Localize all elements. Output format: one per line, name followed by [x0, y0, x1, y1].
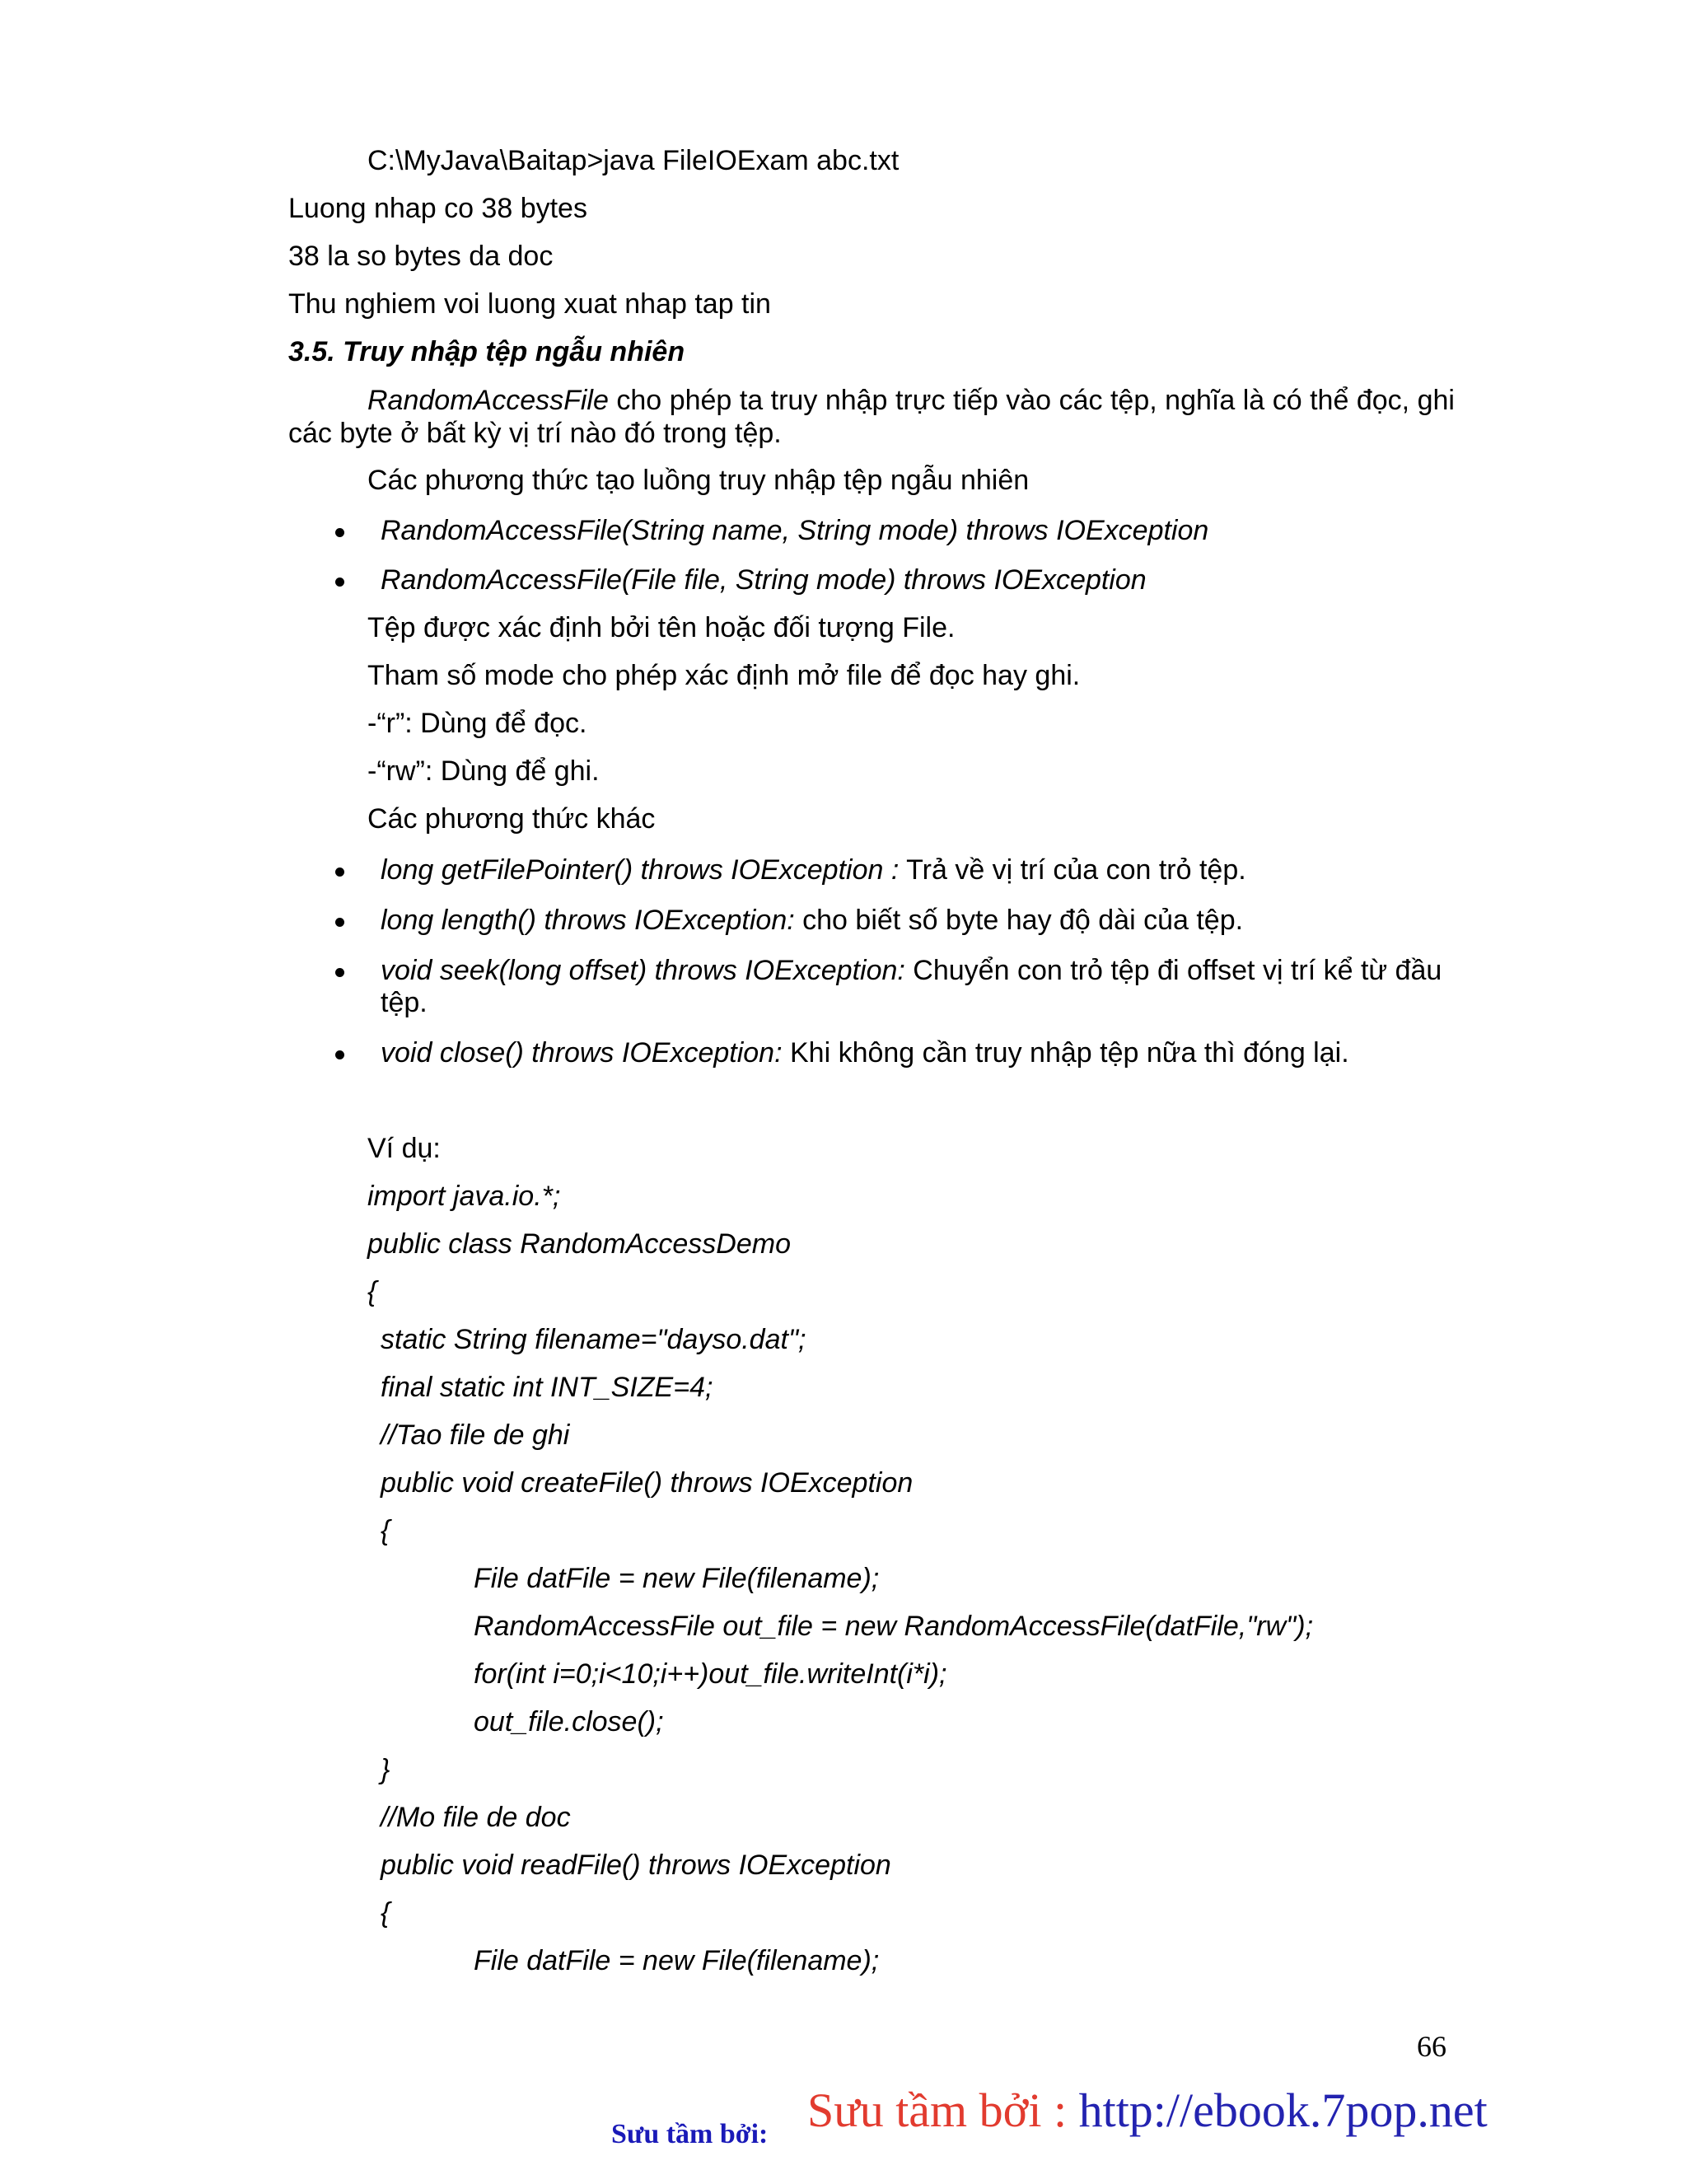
method-description: Chuyển con trỏ tệp đi offset vị trí kể từ đầu	[904, 955, 1442, 986]
method-item-4	[381, 1036, 1349, 1069]
code-line: import java.io.*;	[367, 1181, 561, 1212]
constructor-item-1: RandomAccessFile(String name, String mode) throws IOException	[381, 515, 1209, 546]
page-number: 66	[1417, 2030, 1446, 2063]
code-line: public class RandomAccessDemo	[367, 1228, 791, 1260]
footer-credit-label: Sưu tầm bởi:	[611, 2119, 769, 2149]
code-line: static String filename="dayso.dat";	[381, 1324, 806, 1355]
code-line: RandomAccessFile out_file = new RandomAccessFile(datFile,"rw");	[474, 1611, 1314, 1642]
method-signature: long length() throws IOException:	[381, 905, 795, 936]
method-signature: void seek(long offset) throws IOException:	[381, 955, 905, 986]
output-line-2: 38 la so bytes da doc	[288, 241, 554, 272]
output-line-3: Thu nghiem voi luong xuat nhap tap tin	[288, 288, 771, 320]
note-line-5: Các phương thức khác	[367, 803, 656, 835]
code-line: File datFile = new File(filename);	[474, 1563, 880, 1594]
note-line-3: -“r”: Dùng để đọc.	[367, 708, 587, 739]
code-line: {	[381, 1515, 390, 1546]
code-line: {	[367, 1276, 377, 1307]
bullet-dot	[335, 1050, 344, 1059]
constructors-intro: Các phương thức tạo luồng truy nhập tệp ngẫu nhiên	[367, 465, 1030, 496]
bullet-dot	[335, 918, 344, 927]
bullet-dot	[335, 868, 344, 877]
section-heading: 3.5. Truy nhập tệp ngẫu nhiên	[288, 336, 685, 367]
method-description: cho biết số byte hay độ dài của tệp.	[794, 905, 1244, 936]
code-line: out_file.close();	[474, 1706, 664, 1737]
bullet-dot	[335, 578, 344, 587]
bullet-dot	[335, 968, 344, 977]
command-line: C:\MyJava\Baitap>java FileIOExam abc.txt	[367, 145, 900, 176]
method-signature: long getFilePointer() throws IOException :	[381, 854, 900, 886]
method-signature: void close() throws IOException:	[381, 1037, 783, 1069]
code-line: for(int i=0;i<10;i++)out_file.writeInt(i*i);	[474, 1658, 947, 1690]
note-line-2: Tham số mode cho phép xác định mở file để đọc hay ghi.	[367, 660, 1081, 691]
bullet-dot	[335, 528, 344, 537]
code-line: final static int INT_SIZE=4;	[381, 1372, 713, 1403]
code-line: //Mo file de doc	[381, 1802, 571, 1833]
method-item-3-continued: tệp.	[381, 987, 428, 1018]
code-line: public void readFile() throws IOException	[381, 1850, 891, 1881]
footer-banner	[807, 2084, 1488, 2137]
constructor-item-2: RandomAccessFile(File file, String mode) throws IOException	[381, 564, 1147, 596]
method-item-3	[381, 954, 1442, 987]
note-line-1: Tệp được xác định bởi tên hoặc đối tượng File.	[367, 612, 956, 643]
method-description: Khi không cần truy nhập tệp nữa thì đóng lại.	[782, 1037, 1349, 1069]
method-item-2	[381, 904, 1243, 937]
code-line: //Tao file de ghi	[381, 1419, 570, 1451]
output-line-1: Luong nhap co 38 bytes	[288, 193, 587, 224]
code-line: File datFile = new File(filename);	[474, 1945, 880, 1976]
intro-class-name: RandomAccessFile	[367, 385, 609, 416]
example-label: Ví dụ:	[367, 1133, 441, 1164]
method-description: Trả về vị trí của con trỏ tệp.	[899, 854, 1246, 886]
banner-text: Sưu tầm bởi :	[807, 2083, 1079, 2137]
intro-text: cho phép ta truy nhập trực tiếp vào các tệp, nghĩa là có thể đọc, ghi các byte ở bất kỳ vị trí nào đó trong tệp.	[288, 385, 1455, 449]
method-item-1	[381, 853, 1246, 886]
banner-url-link[interactable]: http://ebook.7pop.net	[1078, 2083, 1488, 2137]
code-line: {	[381, 1897, 390, 1929]
code-line: public void createFile() throws IOException	[381, 1467, 914, 1499]
intro-paragraph	[288, 384, 1455, 450]
code-line: }	[381, 1754, 390, 1785]
note-line-4: -“rw”: Dùng để ghi.	[367, 755, 600, 787]
